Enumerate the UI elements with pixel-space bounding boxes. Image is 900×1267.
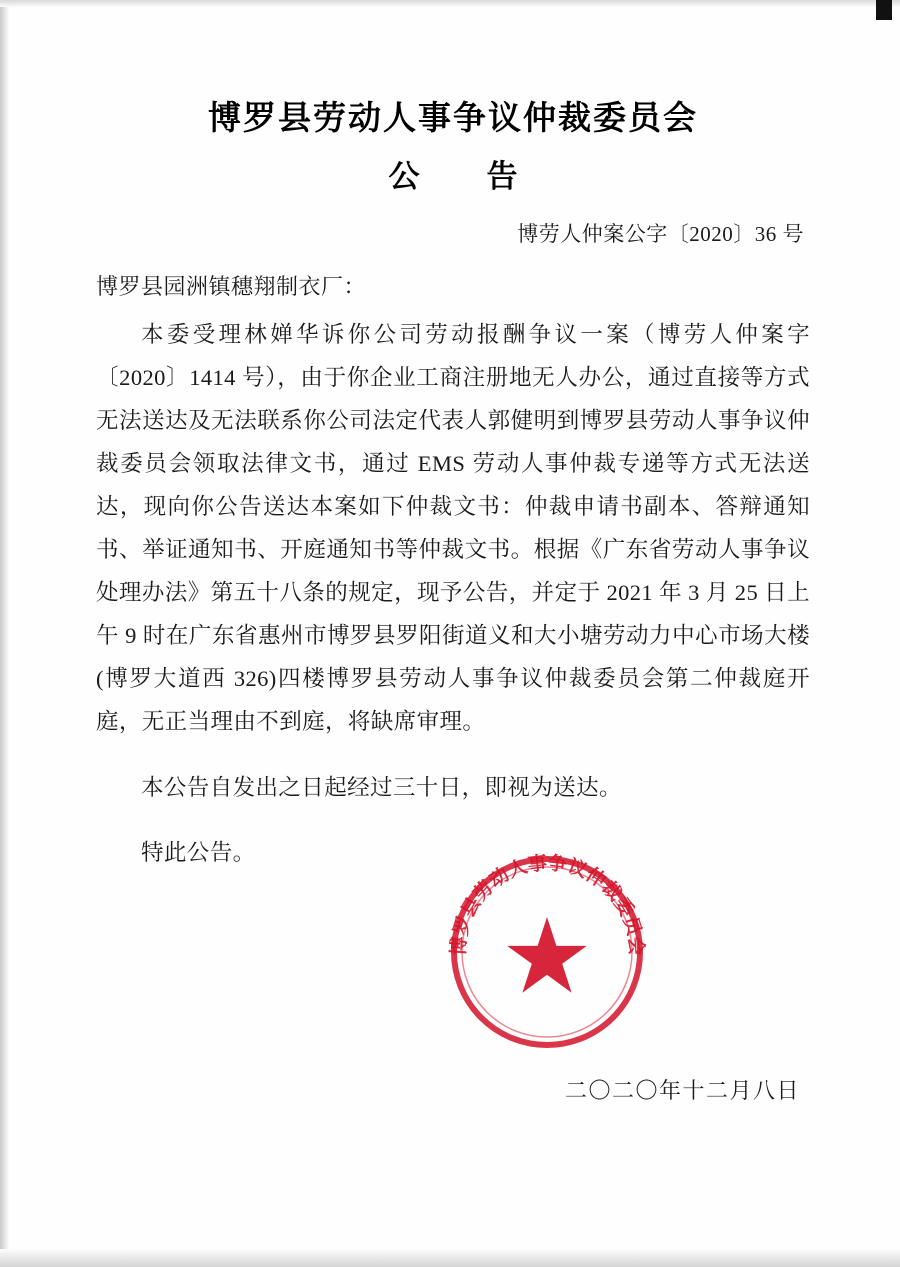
document-body xyxy=(96,0,810,1267)
addressee-line: 博罗县园洲镇穗翔制衣厂： xyxy=(96,274,367,299)
page-title: 博罗县劳动人事争议仲裁委员会 xyxy=(208,98,698,137)
body-paragraph-3: 特此公告。 xyxy=(141,840,256,865)
issue-date: 二〇二〇年十二月八日 xyxy=(564,1078,800,1103)
seal-text-path: 博罗县劳动人事争议仲裁委员会 xyxy=(447,852,648,957)
body-paragraph-2: 本公告自发出之日起经过三十日，即视为送达。 xyxy=(141,774,622,800)
body-paragraph-1: 本委受理林婵华诉你公司劳动报酬争议一案（博劳人仲案字〔2020〕1414 号），由于你企业工商注册地无人办公，通过直接等方式无法送达及无法联系你公司法定代表人郭健明到博罗县劳动人事争议仲裁委员会领取法律文书，通过 EMS 劳动人事仲裁专递等方式无法送达，现向你公告送达本案如下仲裁文书：仲裁申请书副本、答辩通知书、举证通知书、开庭通知书等仲裁文书。根据《广东省劳动人事争议处理办法》第五十八条的规定，现予公告，并定于 2021 年 3 月 25 日上午 9 时在广东省惠州市博罗县罗阳街道义和大小塘劳动力中心市场大楼(博罗大道西 326)四楼博罗县劳动人事争议仲裁委员会第二仲裁庭开庭，无正当理由不到庭，将缺席审理。 xyxy=(96,322,810,734)
scan-corner-mark xyxy=(876,0,892,20)
document-number: 博劳人仲案公字〔2020〕36 号 xyxy=(517,222,804,246)
page-left-edge-shadow xyxy=(0,0,9,1267)
page-subtitle: 公 告 xyxy=(388,159,536,195)
